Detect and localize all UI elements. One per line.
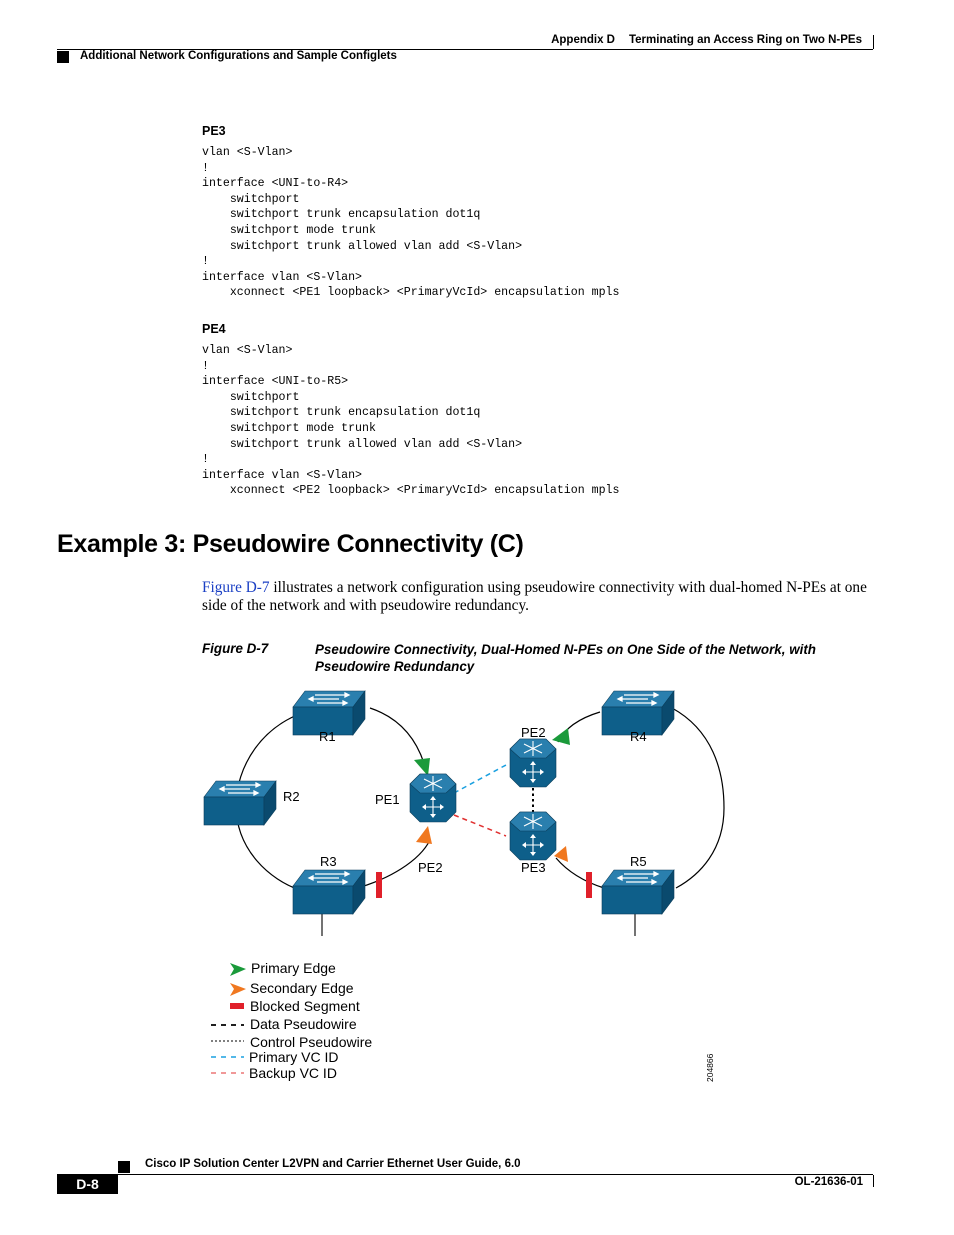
switch-r2-icon (204, 781, 276, 825)
label-r1: R1 (319, 729, 336, 744)
figure-number: Figure D-7 (202, 641, 269, 656)
legend-primary-edge: Primary Edge (251, 960, 336, 976)
footer-square-marker (118, 1161, 130, 1173)
legend-secondary-edge: Secondary Edge (250, 980, 354, 996)
section-title: Example 3: Pseudowire Connectivity (C) (57, 530, 524, 558)
pe4-heading: PE4 (202, 322, 226, 336)
blocked-segment-left (376, 872, 382, 898)
paragraph-text: illustrates a network configuration using pseudowire connectivity with dual-homed N-PEs at one side of the network and with pseudowire redundancy. (202, 579, 867, 614)
chapter-label: Appendix D (551, 34, 615, 46)
legend-blocked-icon (230, 1003, 244, 1009)
label-pe1: PE1 (375, 792, 400, 807)
legend-data-pseudowire: Data Pseudowire (250, 1016, 357, 1032)
legend-control-pseudowire: Control Pseudowire (250, 1034, 373, 1050)
backup-vc-line (454, 815, 506, 836)
label-pe2-left: PE2 (418, 860, 443, 875)
primary-edge-arrow-left (414, 758, 430, 776)
footer-rule (118, 1174, 873, 1175)
figure-link[interactable]: Figure D-7 (202, 579, 270, 596)
right-ring-arc (672, 708, 724, 888)
pe3-heading: PE3 (202, 124, 226, 138)
blocked-segment-right (586, 872, 592, 898)
pe3-config-code: vlan <S-Vlan> ! interface <UNI-to-R4> switchport switchport trunk encapsulation dot1q switchport mode trunk switchport trunk allowed vlan add <S-Vlan> ! interface vlan <S-Vlan> xconnect <PE1 loopback> <PrimaryVcId> encapsulation mpls (202, 146, 620, 300)
right-ring-pe-link (556, 858, 604, 888)
figure-id: 204866 (705, 1053, 715, 1082)
legend-secondary-edge-icon (230, 983, 246, 996)
footer-tick (873, 1175, 874, 1187)
legend-primary-vc-id: Primary VC ID (249, 1049, 339, 1065)
figure-caption: Pseudowire Connectivity, Dual-Homed N-PEs on One Side of the Network, with Pseudowire Redundancy (315, 642, 816, 674)
primary-edge-arrow-right (552, 728, 570, 745)
legend-primary-edge-icon (230, 963, 246, 976)
router-pe3-icon (510, 812, 556, 860)
switch-r5-icon (602, 870, 674, 914)
section-left-label: Additional Network Configurations and Sample Configlets (80, 50, 397, 62)
footer-book-title: Cisco IP Solution Center L2VPN and Carrier Ethernet User Guide, 6.0 (145, 1158, 521, 1170)
label-r2: R2 (283, 789, 300, 804)
label-r5: R5 (630, 854, 647, 869)
legend-blocked-segment: Blocked Segment (250, 998, 360, 1014)
doc-number: OL-21636-01 (794, 1176, 863, 1188)
label-r3: R3 (320, 854, 337, 869)
router-pe2-icon (510, 739, 556, 787)
primary-vc-line (454, 765, 506, 793)
legend-backup-vc-id: Backup VC ID (249, 1065, 337, 1081)
label-pe3: PE3 (521, 860, 546, 875)
router-pe1-icon (410, 774, 456, 822)
label-pe2-right: PE2 (521, 725, 546, 740)
secondary-edge-arrow-left (416, 826, 432, 844)
switch-r3-icon (293, 870, 365, 914)
label-r4: R4 (630, 729, 647, 744)
section-right-label: Terminating an Access Ring on Two N-PEs (628, 34, 862, 46)
pe4-config-code: vlan <S-Vlan> ! interface <UNI-to-R5> switchport switchport trunk encapsulation dot1q switchport mode trunk switchport trunk allowed vlan add <S-Vlan> ! interface vlan <S-Vlan> xconnect <PE2 loopback> <PrimaryVcId> encapsulation mpls (202, 344, 620, 498)
page-number: D-8 (57, 1174, 118, 1194)
